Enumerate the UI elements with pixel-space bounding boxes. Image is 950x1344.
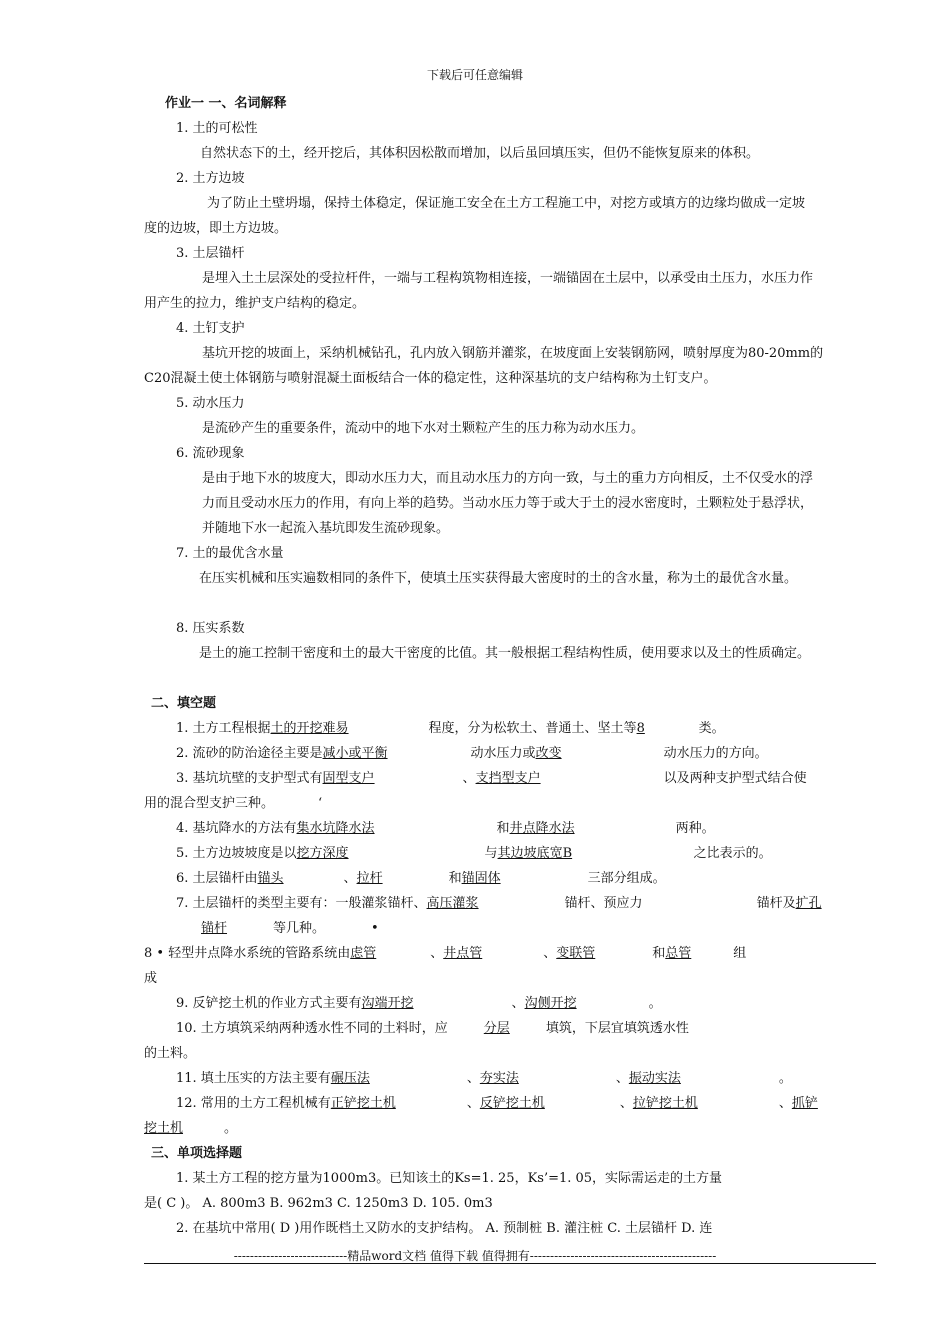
definition-3-line1: 是埋入土土层深处的受拉杆件，一端与工程构筑物相连接，一端锚固在土层中，以承受由土压力，水压力作: [202, 271, 814, 286]
fill-question-12-cont: 挖土机 。: [144, 1121, 238, 1136]
fill-question-9: 9. 反铲挖土机的作业方式主要有沟端开挖 、沟侧开挖 。: [176, 996, 662, 1011]
fill-question-4: 4. 基坑降水的方法有集水坑降水法 和井点降水法 两种。: [176, 821, 715, 836]
page-footer: ----------------------------精品word文档 值得下载 值得拥有----------------------------------------------: [233, 1249, 717, 1263]
term-1: 1. 土的可松性: [176, 121, 258, 136]
fill-question-7-cont: 锚杆 等几种。 •: [201, 921, 379, 936]
footer-rule: [144, 1263, 876, 1264]
section2-title: 二、填空题: [151, 696, 217, 711]
definition-6-line1: 是由于地下水的坡度大，即动水压力大，而且动水压力的方向一致，与土的重力方向相反，土不仅受水的浮: [202, 471, 814, 486]
definition-2-line1: 为了防止土壁坍塌，保持土体稳定，保证施工安全在土方工程施工中，对挖方或填方的边缘均做成一定坡: [207, 196, 806, 211]
fill-question-8-cont: 成: [144, 971, 158, 986]
term-2: 2. 土方边坡: [176, 171, 245, 186]
definition-7: 在压实机械和压实遍数相同的条件下，使填土压实获得最大密度时的土的含水量，称为土的最优含水量。: [199, 571, 798, 586]
section1-title: 作业一 一、名词解释: [165, 96, 287, 111]
section3-title: 三、单项选择题: [151, 1146, 243, 1161]
choice-question-1-options: 是( C )。 A. 800m3 B. 962m3 C. 1250m3 D. 105. 0m3: [144, 1196, 493, 1211]
term-8: 8. 压实系数: [176, 621, 245, 636]
definition-5: 是流砂产生的重要条件，流动中的地下水对土颗粒产生的压力称为动水压力。: [202, 421, 645, 436]
choice-question-1: 1. 某土方工程的挖方量为1000m3。已知该土的Ks=1. 25，Ks’=1. 05，实际需运走的土方量: [176, 1171, 723, 1186]
definition-4-line2: C20混凝土使土体钢筋与喷射混凝土面板结合一体的稳定性，这种深基坑的支户结构称为土钉支户。: [144, 371, 717, 386]
fill-question-7: 7. 土层锚杆的类型主要有：一般灌浆锚杆、高压灌浆 锚杆、预应力 锚杆及扩孔: [176, 896, 822, 911]
fill-question-6: 6. 土层锚杆由锚头 、拉杆 和锚固体 三部分组成。: [176, 871, 666, 886]
fill-question-10-cont: 的土料。: [144, 1046, 197, 1061]
fill-question-11: 11. 填土压实的方法主要有碾压法 、夯实法 、振动实法 。: [176, 1071, 792, 1086]
definition-1: 自然状态下的土，经开挖后，其体积因松散而增加，以后虽回填压实，但仍不能恢复原来的体积。: [200, 146, 760, 161]
definition-3-line2: 用产生的拉力，维护支户结构的稳定。: [144, 296, 366, 311]
definition-8: 是土的施工控制干密度和土的最大干密度的比值。其一般根据工程结构性质，使用要求以及土的性质确定。: [199, 646, 811, 661]
term-6: 6. 流砂现象: [176, 446, 245, 461]
definition-4-line1: 基坑开挖的坡面上，采纳机械钻孔，孔内放入钢筋并灌浆，在坡度面上安装钢筋网，喷射厚度为80-20mm的: [202, 346, 824, 361]
page-header: 下载后可任意编辑: [426, 68, 523, 82]
term-4: 4. 土钉支护: [176, 321, 245, 336]
fill-question-3: 3. 基坑坑壁的支护型式有固型支户 、支挡型支户 以及两种支护型式结合使: [176, 771, 807, 786]
fill-question-5: 5. 土方边坡坡度是以挖方深度 与其边坡底宽B 之比表示的。: [176, 846, 772, 861]
definition-6-line3: 并随地下水一起流入基坑即发生流砂现象。: [202, 521, 450, 536]
term-7: 7. 土的最优含水量: [176, 546, 284, 561]
fill-question-10: 10. 土方填筑采纳两种透水性不同的土料时，应 分层 填筑，下层宜填筑透水性: [176, 1021, 689, 1036]
fill-question-8: 8 • 轻型井点降水系统的管路系统由虑管 、井点管 、变联管 和总管 组: [144, 946, 747, 961]
fill-question-3-cont: 用的混合型支护三种。 ‘: [144, 796, 323, 811]
fill-question-12: 12. 常用的土方工程机械有正铲挖土机 、反铲挖土机 、拉铲挖土机 、抓铲: [176, 1096, 818, 1111]
fill-question-2: 2. 流砂的防治途径主要是减小或平衡 动水压力或改变 动水压力的方向。: [176, 746, 768, 761]
definition-6-line2: 力而且受动水压力的作用，有向上举的趋势。当动水压力等于或大于土的浸水密度时，土颗粒处于悬浮状，: [202, 496, 814, 511]
term-5: 5. 动水压力: [176, 396, 245, 411]
term-3: 3. 土层锚杆: [176, 246, 245, 261]
definition-2-line2: 度的边坡，即土方边坡。: [144, 221, 288, 236]
fill-question-1: 1. 土方工程根据土的开挖难易 程度，分为松软土、普通土、坚土等8 类。: [176, 721, 725, 736]
choice-question-2: 2. 在基坑中常用( D )用作既档土又防水的支护结构。 A. 预制桩 B. 灌注桩 C. 土层锚杆 D. 连: [176, 1221, 713, 1236]
